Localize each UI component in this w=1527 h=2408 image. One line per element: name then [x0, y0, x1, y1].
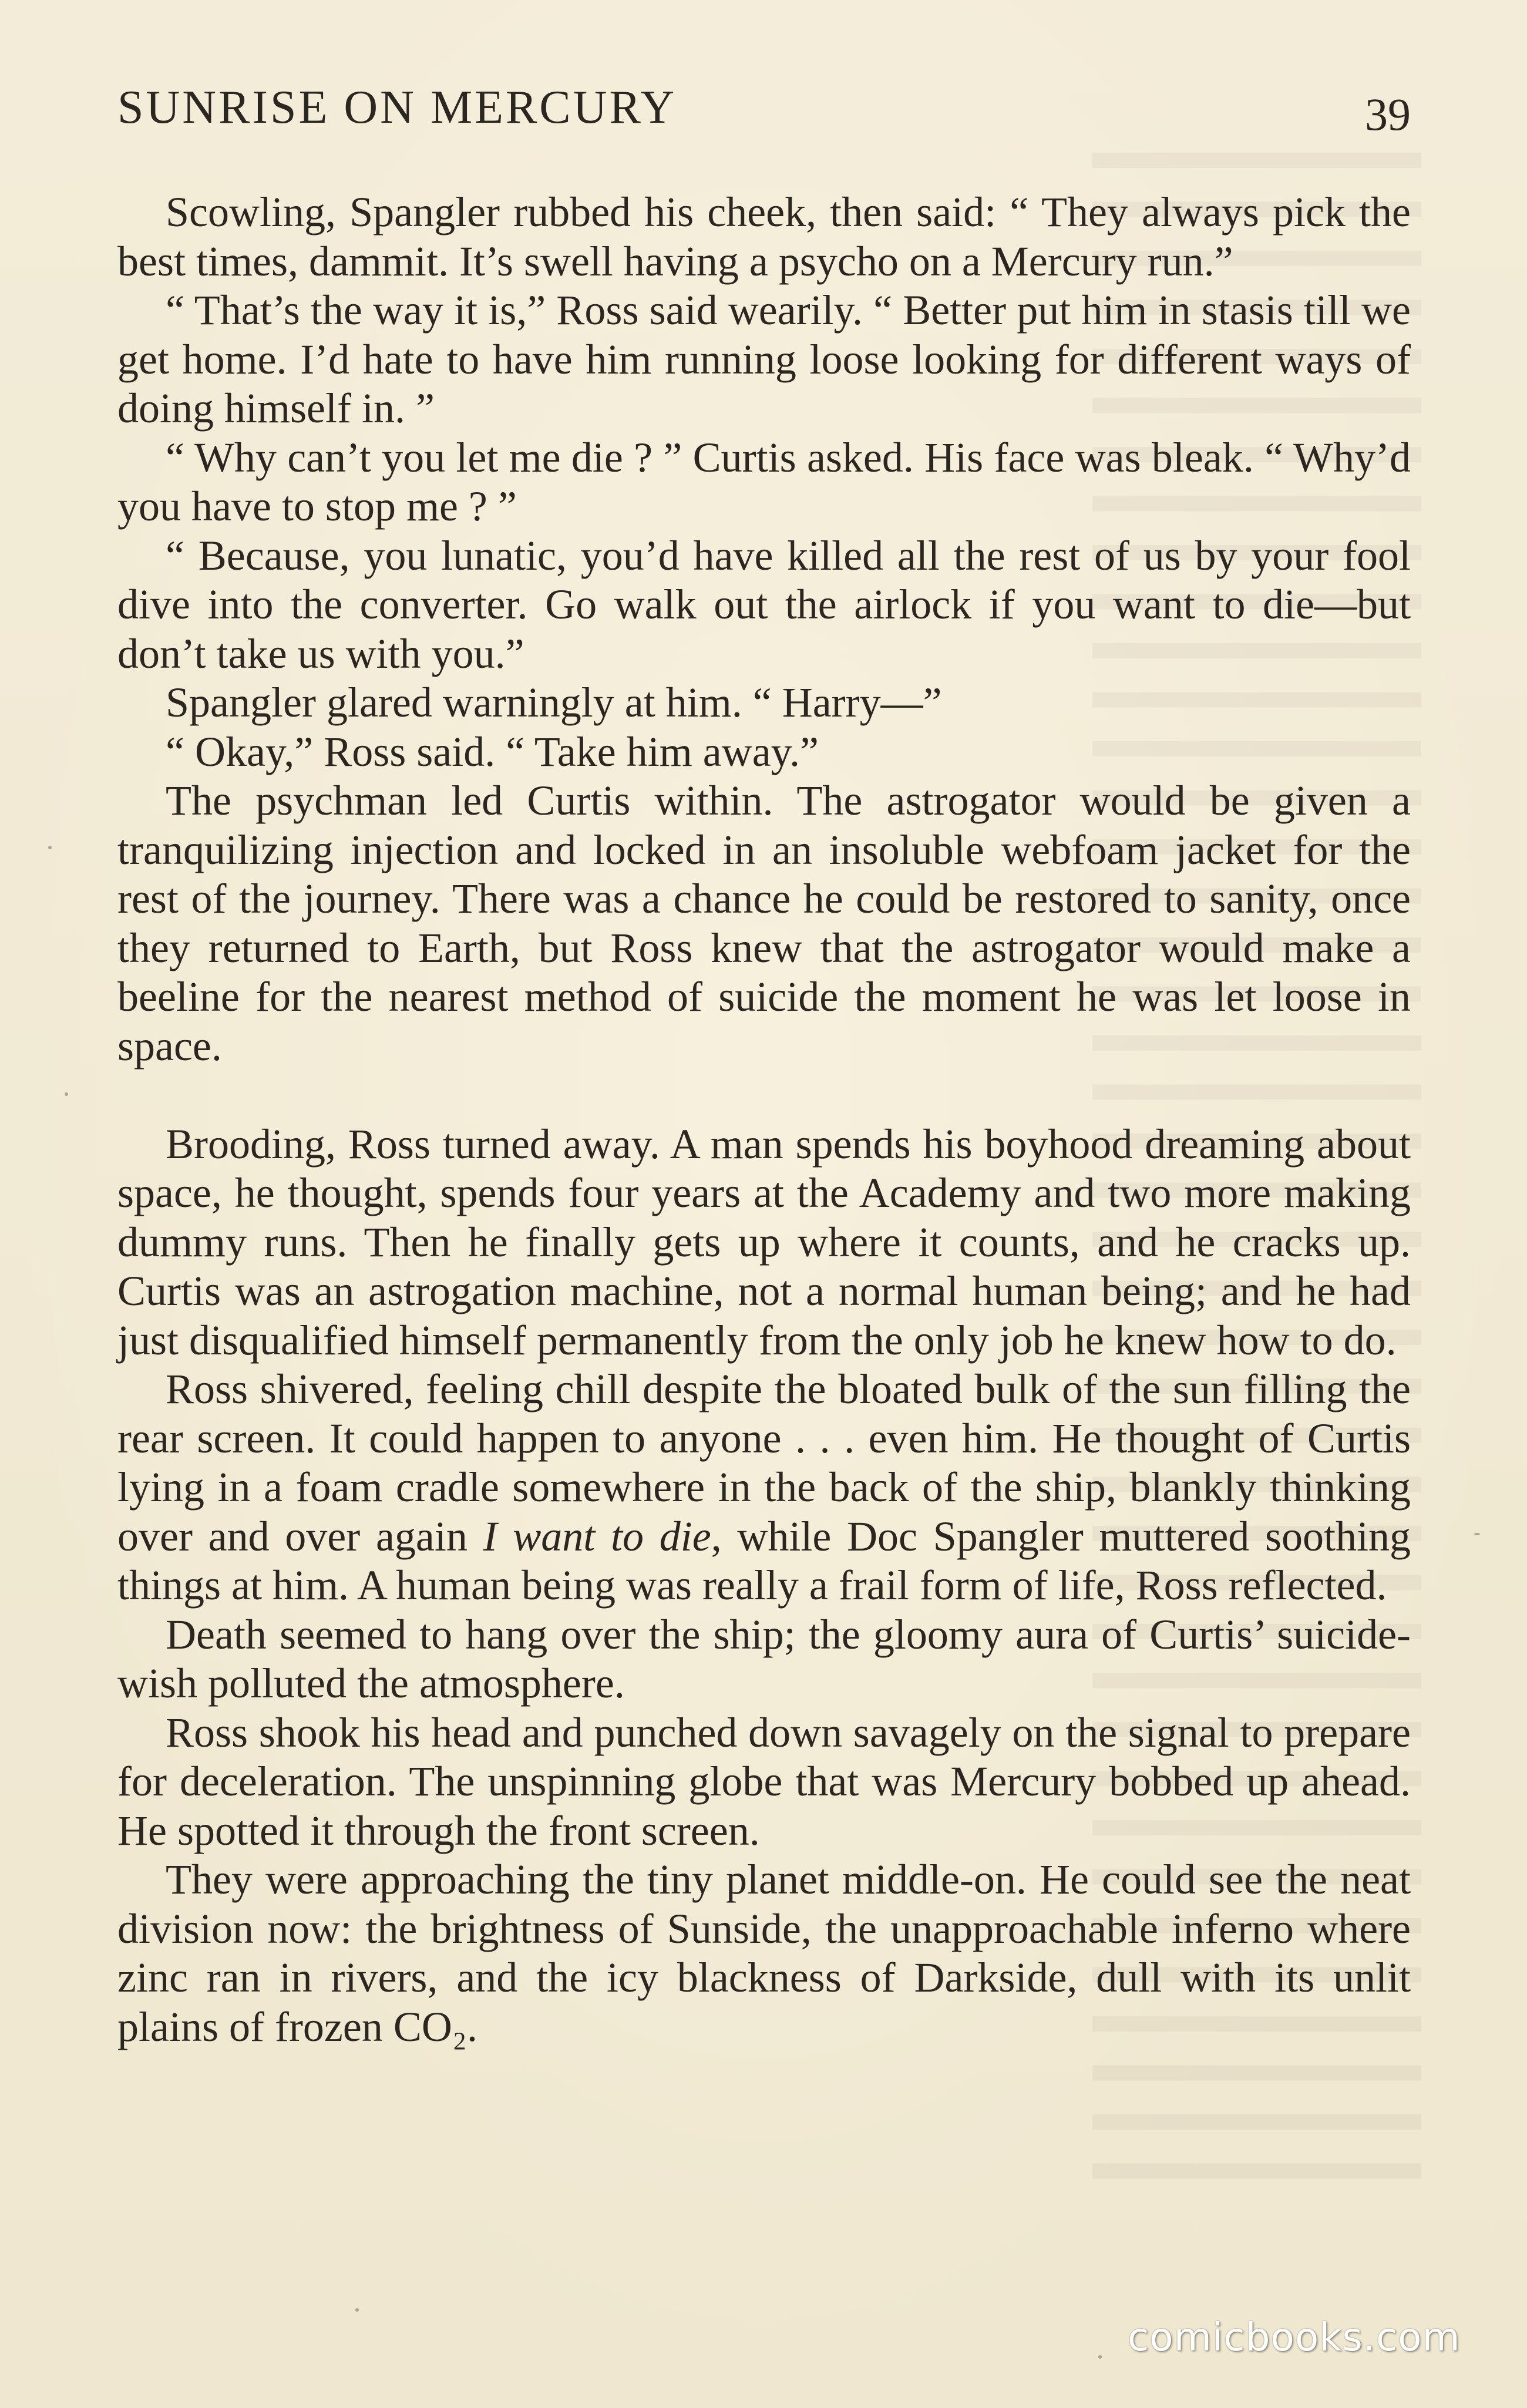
paragraph: They were approaching the tiny planet middle-on. He could see the neat division now: the brightness of Sunside, the unapproachable inferno where zinc ran in rivers, and the icy blackness of Darkside, dull with its unlit plains of frozen CO₂.	[117, 1856, 1411, 2050]
paragraph: Brooding, Ross turned away. A man spends his boyhood dreaming about space, he thought, spends four years at the Academy and two more making dummy runs. Then he finally gets up where it counts, and he cracks up. Curtis was an astrogation machine, not a normal human being; and he had just disqualified himself permanently from the only job he knew how to do.	[117, 1120, 1411, 1364]
paragraph: Death seemed to hang over the ship; the gloomy aura of Curtis’ suicide-wish polluted the atmosphere.	[117, 1610, 1411, 1707]
paragraph: The psychman led Curtis within. The astrogator would be given a tranquilizing injection and locked in an insoluble webfoam jacket for the rest of the journey. There was a chance he could be restored to sanity, once they returned to Earth, but Ross knew that the astrogator would make a beeline for the nearest method of suicide the moment he was let loose in space.	[117, 777, 1411, 1070]
paragraph: Spangler glared warningly at him. “ Harry—”	[166, 679, 942, 726]
paper-speck	[48, 846, 52, 849]
watermark: comicbooks.com	[1128, 2315, 1461, 2360]
page-number: 39	[1365, 89, 1411, 140]
running-title: SUNRISE ON MERCURY	[117, 82, 677, 133]
paragraph: “ Okay,” Ross said. “ Take him away.”	[166, 728, 819, 775]
paragraph-text: , while Doc Spangler muttered soothing things at him. A human being was really a frail form of life, Ross reflected.	[117, 1512, 1411, 1609]
body-text	[117, 188, 1411, 2051]
paper-speck	[355, 2308, 359, 2312]
paper-speck	[1474, 1533, 1480, 1535]
page-header	[117, 81, 1411, 140]
paper-speck	[65, 1092, 68, 1096]
italic-phrase: I want to die	[483, 1512, 711, 1560]
paper-speck	[1098, 2355, 1102, 2359]
paragraph	[117, 1365, 1411, 1610]
paragraph: “ That’s the way it is,” Ross said wearily. “ Better put him in stasis till we get home. I’d hate to have him running loose looking for different ways of doing himself in. ”	[117, 287, 1411, 432]
paragraph: Scowling, Spangler rubbed his cheek, then said: “ They always pick the best times, dammit. It’s swell having a psycho on a Mercury run.”	[117, 189, 1411, 285]
paragraph: “ Because, you lunatic, you’d have killed all the rest of us by your fool dive into the converter. Go walk out the airlock if you want to die—but don’t take us with you.”	[117, 532, 1411, 677]
paragraph: “ Why can’t you let me die ? ” Curtis asked. His face was bleak. “ Why’d you have to stop me ? ”	[117, 433, 1411, 530]
paragraph: Ross shook his head and punched down savagely on the signal to prepare for deceleration. The unspinning globe that was Mercury bobbed up ahead. He spotted it through the front screen.	[117, 1709, 1411, 1854]
paragraph-text: Ross shivered, feeling chill despite the bloated bulk of the sun filling the rear screen. It could happen to anyone . . . even him. He thought of Curtis lying in a foam cradle somewhere in the back of the ship, blankly thinking over and over again	[117, 1366, 1411, 1560]
